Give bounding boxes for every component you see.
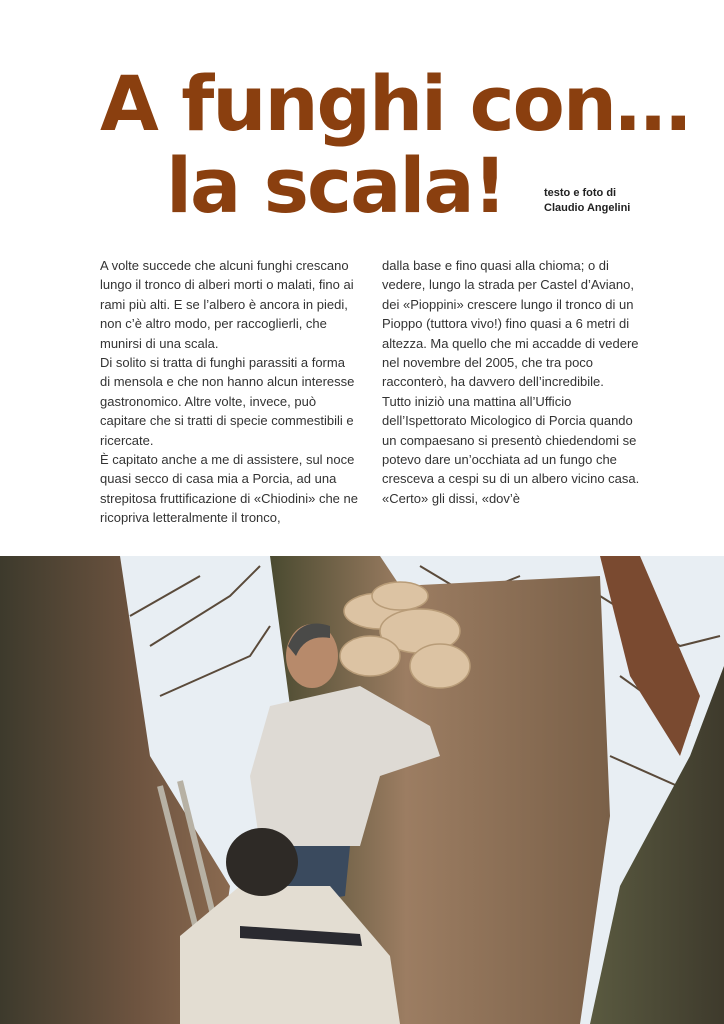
photo-illustration: [0, 556, 724, 1024]
paragraph: dalla base e fino quasi alla chioma; o di vedere, lungo la strada per Castel d’Aviano, dei «Pioppini» crescere lungo il tronco di un Pioppo (tuttora vivo!) fino quasi a 6 metri di altezza. Ma quello che mi accadde di vedere nel novembre del 2005, che tra poco racconterò, ha davvero dell’incredibile.: [382, 258, 639, 390]
text-column-right: [382, 256, 640, 508]
byline-author: Claudio Angelini: [544, 202, 631, 214]
paragraph: A volte succede che alcuni funghi crescano lungo il tronco di alberi morti o malati, fino ai rami più alti. E se l’albero è ancora in piedi, non c’è altro modo, per raccoglierli, che munirsi di una scala.: [100, 258, 354, 351]
article-title-line2: la scala!: [166, 141, 506, 230]
byline-label: testo e foto di: [544, 187, 617, 199]
text-column-left: [100, 256, 358, 528]
byline: [544, 186, 630, 216]
paragraph: Tutto iniziò una mattina all’Ufficio dell’Ispettorato Micologico di Porcia quando un compaesano si presentò chiedendomi se potevo dare un’occhiata ad un fungo che cresceva a cespi su di un albero vicino casa. «Certo» gli dissi, «dov’è: [382, 393, 640, 506]
paragraph: È capitato anche a me di assistere, sul noce quasi secco di casa mia a Porcia, ad una strepitosa fruttificazione di «Chiodini» che ne ricopriva letteralmente il tronco,: [100, 452, 358, 526]
article-photo: [0, 556, 724, 1024]
article-title-line1: A funghi con…: [100, 59, 689, 148]
paragraph: Di solito si tratta di funghi parassiti a forma di mensola e che non hanno alcun interesse gastronomico. Altre volte, invece, può capitare che si tratti di specie commestibili e ricercate.: [100, 355, 355, 448]
